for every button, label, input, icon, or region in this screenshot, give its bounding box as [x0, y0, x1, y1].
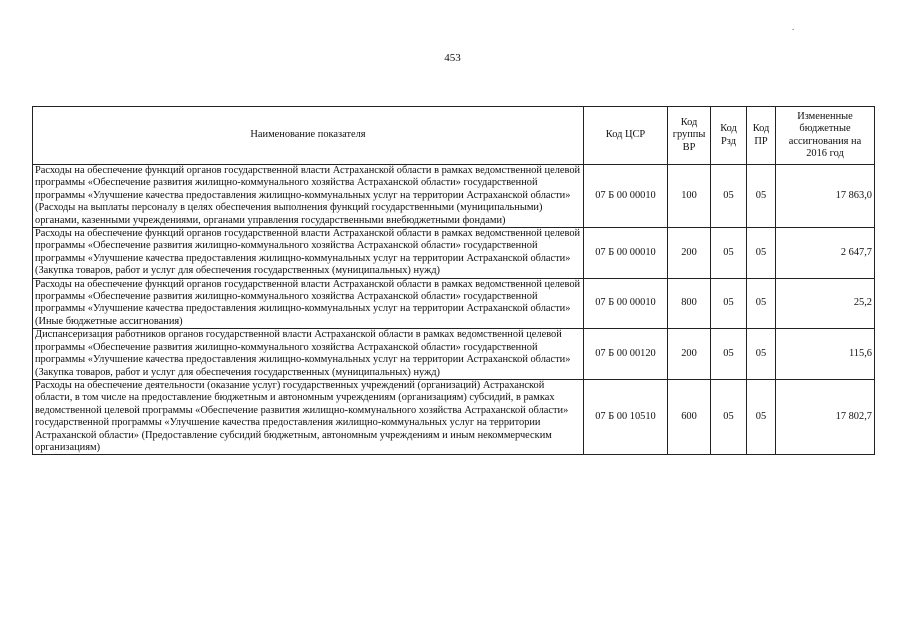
table-row — [33, 329, 875, 380]
row-name: Расходы на обеспечение деятельности (оказание услуг) государственных учреждений (организаций) Астраханской области, в том числе на предоставление бюджетным и автономным учреждениям (организациям) субсидий, в рамках ведомственной целевой программы «Обеспечение развития жилищно-коммунального хозяйства Астраханской области» государственной программы «Улучшение качества предоставления жилищно-коммунальных услуг на территории Астраханской области» (Предоставление субсидий бюджетным, автономным учреждениям и иным некоммерческим организациям) — [33, 379, 584, 454]
row-csr: 07 Б 00 00120 — [584, 329, 668, 380]
table-row — [33, 165, 875, 228]
row-amount: 25,2 — [776, 278, 875, 329]
row-csr: 07 Б 00 00010 — [584, 165, 668, 228]
row-name: Расходы на обеспечение функций органов государственной власти Астраханской области в рамках ведомственной целевой программы «Обеспечение развития жилищно-коммунального хозяйства Астраханской области» государственной программы «Улучшение качества предоставления жилищно-коммунальных услуг на территории Астраханской области» (Расходы на выплаты персоналу в целях обеспечения выполнения функций государственными (муниципальными) органами, казенными учреждениями, органами управления государственными внебюджетными фондами) — [33, 165, 584, 228]
header-csr: Код ЦСР — [584, 107, 668, 165]
corner-mark: . — [792, 22, 795, 32]
row-name: Расходы на обеспечение функций органов государственной власти Астраханской области в рамках ведомственной целевой программы «Обеспечение развития жилищно-коммунального хозяйства Астраханской области» государственной программы «Улучшение качества предоставления жилищно-коммунальных услуг на территории Астраханской области» (Закупка товаров, работ и услуг для обеспечения государственных (муниципальных) нужд) — [33, 228, 584, 279]
table-row — [33, 228, 875, 279]
row-rzd: 05 — [711, 329, 747, 380]
table-header-row — [33, 107, 875, 165]
row-vr: 800 — [668, 278, 711, 329]
row-vr: 200 — [668, 228, 711, 279]
row-amount: 2 647,7 — [776, 228, 875, 279]
budget-table — [32, 106, 875, 455]
row-name: Расходы на обеспечение функций органов государственной власти Астраханской области в рамках ведомственной целевой программы «Обеспечение развития жилищно-коммунального хозяйства Астраханской области» государственной программы «Улучшение качества предоставления жилищно-коммунальных услуг на территории Астраханской области» (Иные бюджетные ассигнования) — [33, 278, 584, 329]
header-name: Наименование показателя — [33, 107, 584, 165]
row-pr: 05 — [747, 228, 776, 279]
row-amount: 115,6 — [776, 329, 875, 380]
row-name: Диспансеризация работников органов государственной власти Астраханской области в рамках ведомственной целевой программы «Обеспечение развития жилищно-коммунального хозяйства Астраханской области» государственной программы «Улучшение качества предоставления жилищно-коммунальных услуг на территории Астраханской области» (Закупка товаров, работ и услуг для обеспечения государственных (муниципальных) нужд) — [33, 329, 584, 380]
header-amount: Измененные бюджетные ассигнования на 2016 год — [776, 107, 875, 165]
header-pr: Код ПР — [747, 107, 776, 165]
row-rzd: 05 — [711, 165, 747, 228]
row-csr: 07 Б 00 10510 — [584, 379, 668, 454]
row-rzd: 05 — [711, 278, 747, 329]
table-row — [33, 278, 875, 329]
row-amount: 17 802,7 — [776, 379, 875, 454]
row-pr: 05 — [747, 379, 776, 454]
row-csr: 07 Б 00 00010 — [584, 228, 668, 279]
row-vr: 100 — [668, 165, 711, 228]
table-row — [33, 379, 875, 454]
row-pr: 05 — [747, 165, 776, 228]
row-vr: 200 — [668, 329, 711, 380]
page-number: 453 — [444, 52, 461, 64]
row-rzd: 05 — [711, 228, 747, 279]
row-pr: 05 — [747, 278, 776, 329]
row-vr: 600 — [668, 379, 711, 454]
row-rzd: 05 — [711, 379, 747, 454]
row-amount: 17 863,0 — [776, 165, 875, 228]
header-rzd: Код Рзд — [711, 107, 747, 165]
row-csr: 07 Б 00 00010 — [584, 278, 668, 329]
row-pr: 05 — [747, 329, 776, 380]
header-vr: Код группы ВР — [668, 107, 711, 165]
